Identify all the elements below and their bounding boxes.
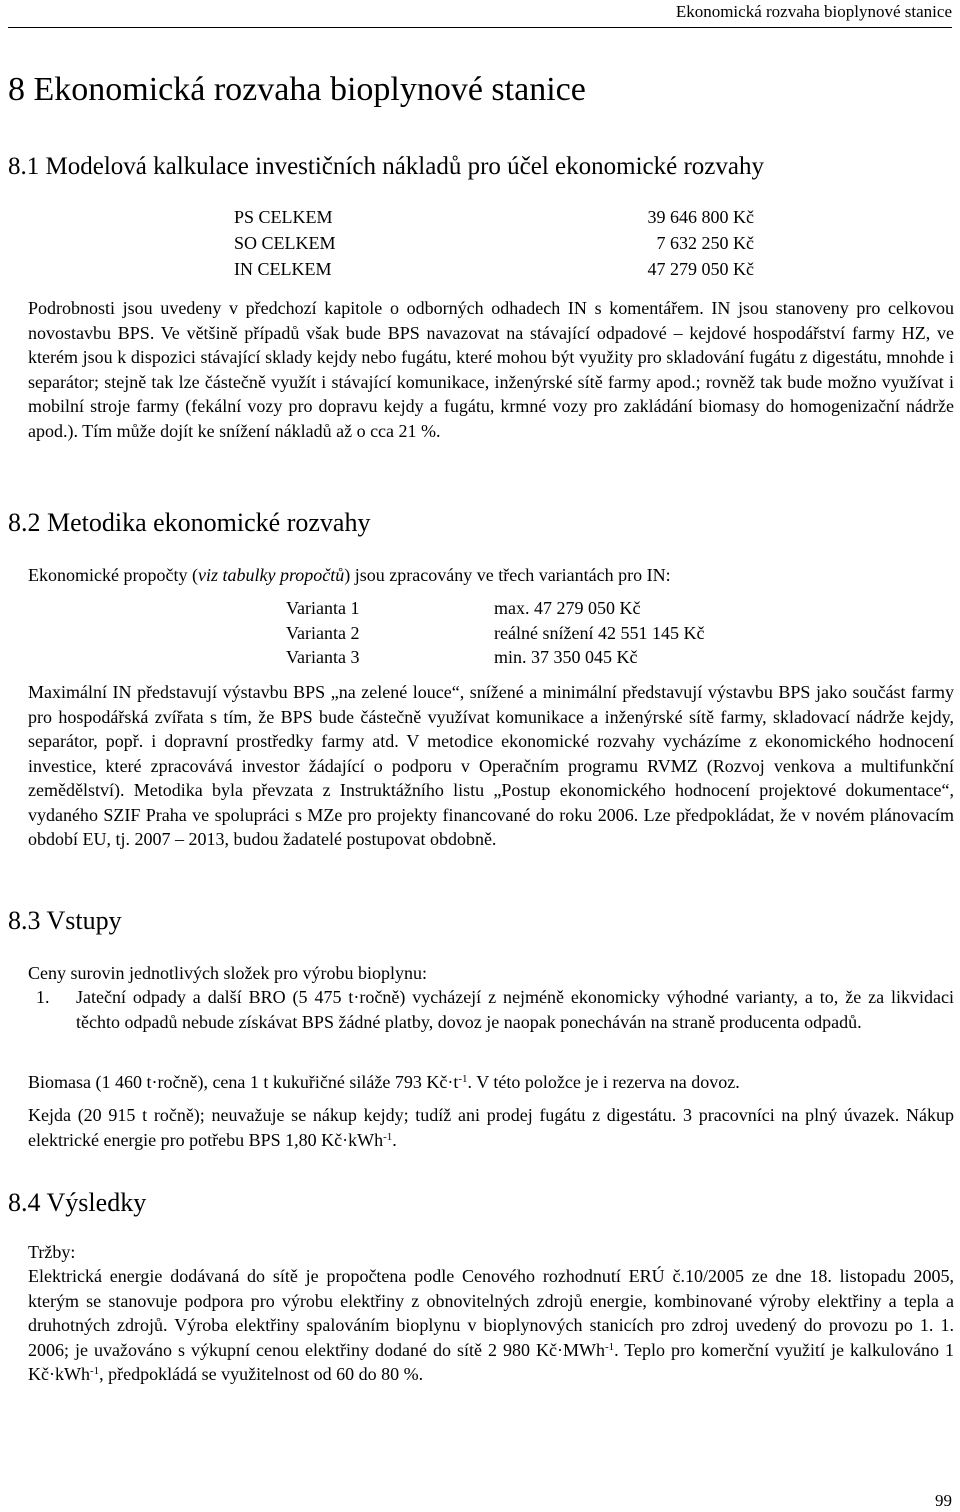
total-label: IN CELKEM <box>234 259 332 279</box>
section-8-2-intro <box>28 563 954 588</box>
variant-value: reálné snížení 42 551 145 Kč <box>494 622 705 643</box>
inputs-list <box>36 985 954 1034</box>
intro-text: Ekonomické propočty ( <box>28 565 198 585</box>
results-text: Elektrická energie dodávaná do sítě je propočtena podle Cenového rozhodnutí ERÚ č.10/2005 ze dne 18. listopadu 2005, kterým se stanovuje podpora pro výrobu elektřiny z obnovitelných zdrojů energie, kombinované výroby elektřiny a tepla a druhotných zdrojů. Výroba elektřiny spalováním bioplynu v bioplynových stanicích pro zdroj uvedený do provozu po 1. 1. 2006; je uvažováno s výkupní cenou elektřiny dodané do sítě 2 980 Kč·MWh <box>28 1266 954 1360</box>
biomasa-text: . V této položce je i rezerva na dovoz. <box>467 1072 740 1092</box>
section-8-3-title: 8.3 Vstupy <box>8 906 122 935</box>
variants-list <box>286 596 704 670</box>
list-item-text: Jateční odpady a další BRO (5 475 t·ročně) vycházejí z nejméně ekonomicky výhodné varianty, a to, že za likvidaci těchto odpadů nebude získávat BPS žádné platby, dovoz je naopak ponecháván na straně producenta odpadů. <box>76 987 954 1032</box>
total-label: SO CELKEM <box>234 233 336 253</box>
variant-value: max. 47 279 050 Kč <box>494 598 641 618</box>
inputs-intro: Ceny surovin jednotlivých složek pro výrobu bioplynu: <box>28 963 427 983</box>
variant-value: min. 37 350 045 Kč <box>494 647 638 667</box>
trzby-label: Tržby: <box>28 1242 76 1262</box>
total-value: 7 632 250 Kč <box>656 233 754 253</box>
total-label: PS CELKEM <box>234 207 333 227</box>
total-value: 39 646 800 Kč <box>647 207 754 227</box>
section-8-2-title: 8.2 Metodika ekonomické rozvahy <box>8 508 371 537</box>
running-header: Ekonomická rozvaha bioplynové stanice <box>8 0 952 28</box>
kejda-paragraph <box>28 1103 954 1152</box>
superscript: -1 <box>383 1130 393 1143</box>
superscript: -1 <box>458 1073 468 1085</box>
results-text: , předpokládá se využitelnost od 60 do 80 %. <box>99 1364 424 1384</box>
variant-label: Varianta 2 <box>286 622 360 643</box>
total-row <box>234 204 754 230</box>
chapter-title: 8 Ekonomická rozvaha bioplynové stanice <box>8 71 586 108</box>
kejda-text: Kejda (20 915 t ročně); neuvažuje se nákup kejdy; tudíž ani prodej fugátu z digestátu. 3 pracovníci na plný úvazek. Nákup elektrické energie pro potřebu BPS 1,80 Kč·kWh <box>28 1105 954 1150</box>
results-text: . Teplo pro komerční využití je kalkulováno 1 Kč·kWh <box>28 1339 955 1384</box>
total-row <box>234 256 754 282</box>
total-value: 47 279 050 Kč <box>647 259 754 279</box>
section-8-4-title: 8.4 Výsledky <box>8 1188 147 1217</box>
intro-text: ) jsou zpracovány ve třech variantách pro IN: <box>344 565 671 585</box>
section-8-2-paragraph: Maximální IN představují výstavbu BPS „na zelené louce“, snížené a minimální představují výstavbu BPS jako součást farmy pro hospodářská zvířata s tím, že BPS bude částečně využívat komunikace a inženýrské sítě farmy, skladovací nádrže kejdy, separátor, popř. i dopravní prostředky farmy atd. V metodice ekonomické rozvahy vycházíme z ekonomického hodnocení investice, které zpracovává investor žádající o podporu v Operačním programu RVMZ (Rozvoj venkova a multifunkční zemědělství). Metodika byla převzata z Instruktážního listu „Postup ekonomického hodnocení projektové dokumentace“, vydaného SZIF Praha ve spolupráci s MZe pro projekty financované do roku 2006. Lze předpokládat, že v novém plánovacím období EU, tj. 2007 – 2013, budou žadatelé postupovat obdobně. <box>28 682 954 849</box>
variant-row <box>286 645 704 670</box>
list-item-number: 1. <box>36 987 50 1007</box>
superscript: -1 <box>604 1340 615 1353</box>
variant-label: Varianta 1 <box>286 598 360 618</box>
intro-italic-reference: viz tabulky propočtů <box>197 565 345 585</box>
page-number: 99 <box>935 1491 952 1510</box>
variant-row <box>286 621 704 646</box>
total-row <box>234 230 754 256</box>
variant-label: Varianta 3 <box>286 647 360 667</box>
biomasa-text: Biomasa (1 460 t·ročně), cena 1 t kukuřičné siláže 793 Kč·t <box>28 1072 459 1092</box>
kejda-text: . <box>392 1129 397 1150</box>
section-8-1-title: 8.1 Modelová kalkulace investičních nákladů pro účel ekonomické rozvahy <box>8 153 764 180</box>
section-8-1-paragraph: Podrobnosti jsou uvedeny v předchozí kapitole o odborných odhadech IN s komentářem. IN jsou stanoveny pro celkovou novostavbu BPS. Ve většině případů však bude BPS navazovat na stávající odpadové – kejdové hospodářství farmy HZ, ve kterém jsou k dispozici stávající sklady kejdy nebo fugátu, které mohou být využity pro skladování fugátu z digestátu, mnohde i separátor; stejně tak lze částečně využít i stávající komunikace, inženýrské sítě farmy apod.; rovněž tak bude možno využívat i mobilní stroje farmy (fekální vozy pro dopravu kejdy a fugátu, krmné vozy pro zakládání biomasy do homogenizační nádrže apod.). Tím může dojít ke snížení nákladů až o cca 21 %. <box>28 298 954 441</box>
variant-row <box>286 596 704 621</box>
biomasa-paragraph <box>28 1070 954 1095</box>
superscript: -1 <box>89 1365 100 1377</box>
cost-totals <box>234 204 754 282</box>
list-item <box>36 985 954 1034</box>
results-paragraph <box>28 1264 954 1387</box>
